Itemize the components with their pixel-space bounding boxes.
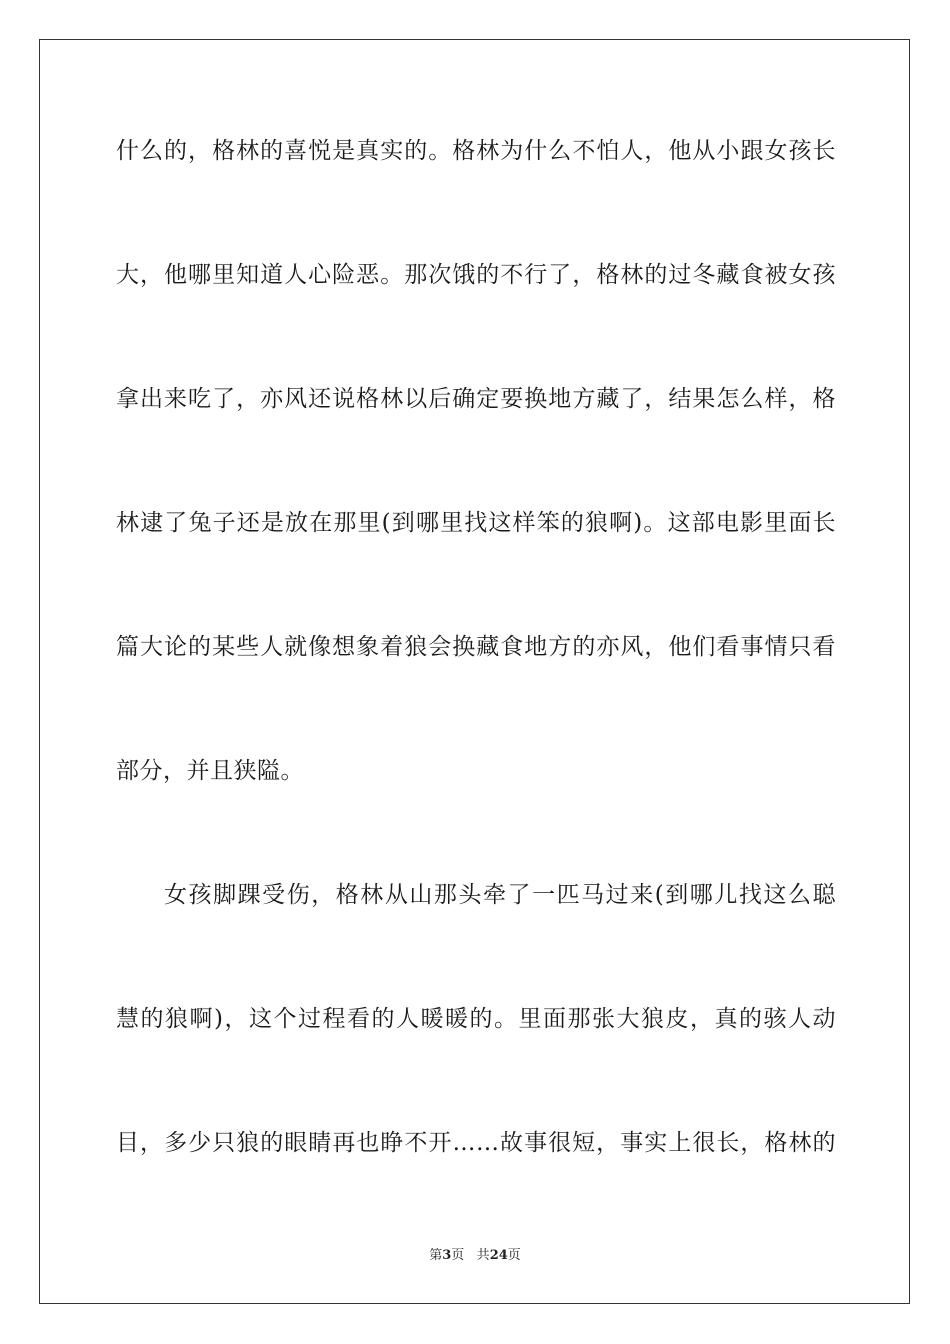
footer-page-prefix: 第 [429,1248,443,1263]
paragraph-line: 大，他哪里知道人心险恶。那次饿的不行了，格林的过冬藏食被女孩 [116,262,836,288]
paragraph-line: 林逮了兔子还是放在那里(到哪里找这样笨的狼啊)。这部电影里面长 [116,510,836,536]
paragraph-line: 目，多少只狼的眼睛再也睁不开……故事很短，事实上很长，格林的 [116,1130,836,1156]
footer-total-pages: 24 [489,1248,508,1263]
footer-page-number: 3 [442,1248,452,1263]
paragraph-line: 慧的狼啊)，这个过程看的人暖暖的。里面那张大狼皮，真的骇人动 [116,1006,836,1032]
footer-total-suffix: 页 [507,1248,521,1263]
paragraph-line: 女孩脚踝受伤，格林从山那头牵了一匹马过来(到哪儿找这么聪 [164,882,836,908]
footer-total-prefix: 共 [476,1248,490,1263]
paragraph-line: 篇大论的某些人就像想象着狼会换藏食地方的亦风，他们看事情只看 [116,634,836,660]
page-border [39,39,910,1304]
paragraph-line: 拿出来吃了，亦风还说格林以后确定要换地方藏了，结果怎么样，格 [116,386,836,412]
paragraph-line: 部分，并且狭隘。 [116,758,304,784]
paragraph-line: 什么的，格林的喜悦是真实的。格林为什么不怕人，他从小跟女孩长 [116,138,836,164]
footer-page-suffix: 页 [451,1248,465,1263]
page-footer [0,1246,950,1266]
